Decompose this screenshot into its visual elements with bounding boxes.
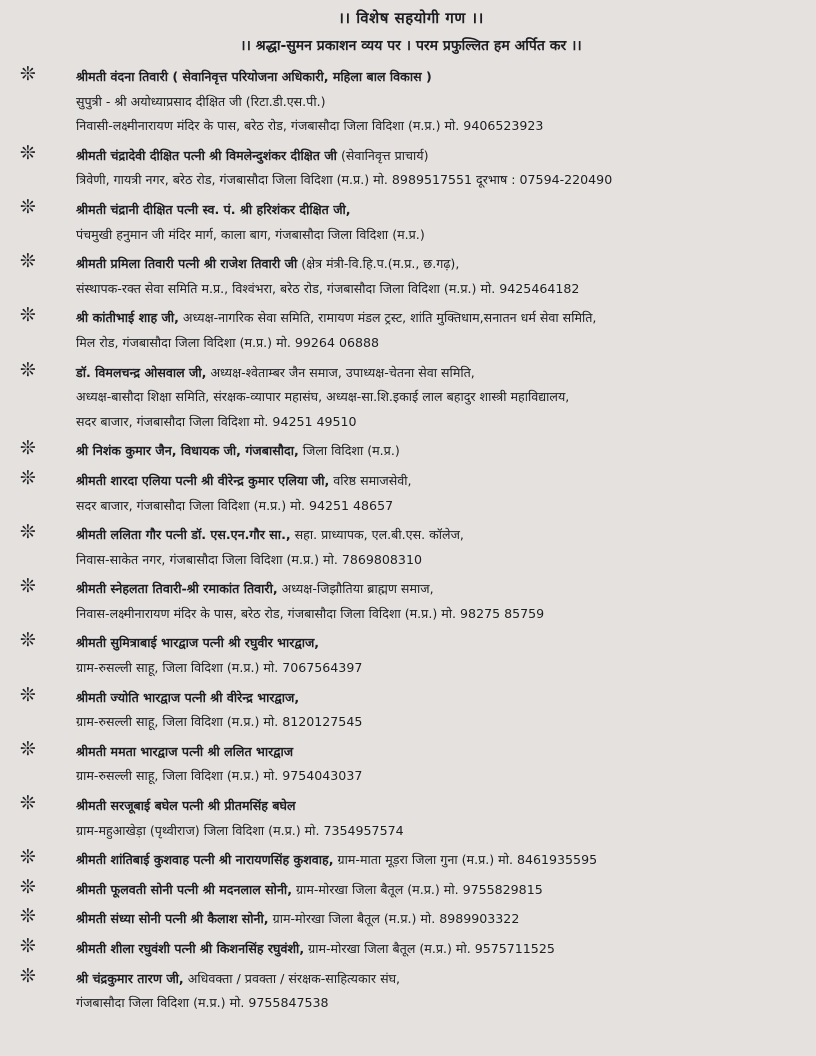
list-item: [20, 631, 802, 680]
contributor-address-line: सदर बाजार, गंजबासौदा जिला विदिशा (म.प्र.) मो. 94251 48657: [76, 497, 394, 513]
flower-bullet-icon: ❊: [20, 683, 36, 706]
entry-first-line: [76, 794, 802, 819]
list-item: [20, 737, 802, 789]
list-item: [20, 306, 802, 355]
contributor-name: श्रीमती स्नेहलता तिवारी-श्री रमाकांत तिवारी,: [76, 581, 278, 597]
contributor-detail: वरिष्ठ समाजसेवी,: [329, 472, 412, 488]
contributor-address-line: ग्राम-रुसल्ली साहू, जिला विदिशा (म.प्र.) मो. 8120127545: [76, 714, 363, 730]
flower-bullet-icon: ❊: [20, 437, 36, 460]
list-item: [20, 907, 802, 932]
list-item: [20, 875, 802, 903]
list-item: [20, 937, 802, 962]
contributor-name: श्रीमती शीला रघुवंशी पत्नी श्री किशनसिंह रघुवंशी,: [76, 941, 305, 956]
contributor-address-line: त्रिवेणी, गायत्री नगर, बरेठ रोड, गंजबासौदा जिला विदिशा (म.प्र.) मो. 8989517551 दूरभाष : 07594-220490: [76, 172, 613, 188]
flower-bullet-icon: ❊: [20, 250, 36, 273]
entry-first-line: [76, 967, 802, 992]
contributor-address-line: पंचमुखी हनुमान जी मंदिर मार्ग, काला बाग, गंजबासौदा जिला विदिशा (म.प्र.): [76, 226, 425, 242]
contributor-name: श्रीमती चंद्रादेवी दीक्षित पत्नी श्री विमलेन्दुशंकर दीक्षित जी: [76, 147, 337, 163]
entry-first-line: [76, 65, 802, 90]
contributor-name: डॉ. विमलचन्द्र ओसवाल जी,: [76, 364, 207, 380]
contributor-detail: अध्यक्ष-जिझौतिया ब्राह्मण समाज,: [277, 581, 434, 597]
flower-bullet-icon: ❊: [20, 575, 36, 598]
contributor-detail: ग्राम-मोरखा जिला बैतूल (म.प्र.) मो. 9575711525: [304, 941, 555, 956]
list-item: [20, 466, 802, 518]
entry-first-line: [76, 686, 802, 711]
flower-bullet-icon: ❊: [20, 792, 36, 815]
contributor-address-line: ग्राम-रुसल्ली साहू, जिला विदिशा (म.प्र.) मो. 9754043037: [76, 768, 363, 784]
contributor-address-line: निवास-लक्ष्मीनारायण मंदिर के पास, बरेठ रोड, गंजबासौदा जिला विदिशा (म.प्र.) मो. 98275 85759: [76, 605, 545, 621]
contributor-name: श्रीमती चंद्रानी दीक्षित पत्नी स्व. पं. श्री हरिशंकर दीक्षित जी,: [76, 201, 351, 217]
contributor-detail: सहा. प्राध्यापक, एल.बी.एस. कॉलेज,: [290, 527, 464, 543]
flower-bullet-icon: ❊: [20, 466, 36, 489]
entry-first-line: [76, 878, 802, 903]
entry-first-line: [76, 439, 802, 464]
contributor-name: श्रीमती ममता भारद्वाज पत्नी श्री ललित भारद्वाज: [76, 743, 294, 759]
flower-bullet-icon: ❊: [20, 195, 36, 218]
flower-bullet-icon: ❊: [20, 875, 36, 898]
list-item: [20, 523, 802, 572]
contributor-name: श्रीमती सरजूबाई बघेल पत्नी श्री प्रीतमसिंह बघेल: [76, 798, 296, 814]
entry-first-line: [76, 523, 802, 548]
entry-first-line: [76, 740, 802, 765]
contributor-address-line: मिल रोड, गंजबासौदा जिला विदिशा (म.प्र.) मो. 99264 06888: [76, 334, 380, 350]
entry-first-line: [76, 198, 802, 223]
page-heading: ।। विशेष सहयोगी गण ।।: [338, 9, 484, 27]
contributor-detail: ग्राम-माता मूड़रा जिला गुना (म.प्र.) मो. 8461935595: [333, 852, 598, 868]
contributor-name: श्री कांतीभाई शाह जी,: [76, 310, 179, 326]
contributor-detail: (सेवानिवृत्त प्राचार्य): [336, 147, 429, 163]
contributor-detail: ग्राम-मोरखा जिला बैतूल (म.प्र.) मो. 8989903322: [268, 911, 520, 927]
flower-bullet-icon: ❊: [20, 141, 36, 164]
contributor-address-line: सुपुत्री - श्री अयोध्याप्रसाद दीक्षित जी (रिटा.डी.एस.पी.): [76, 93, 326, 109]
list-item: [20, 794, 802, 843]
entry-first-line: [76, 306, 802, 331]
contributor-detail: (क्षेत्र मंत्री-वि.हि.प.(म.प्र., छ.गढ़),: [297, 256, 460, 272]
contributor-list: [20, 65, 802, 1016]
flower-bullet-icon: ❊: [20, 63, 36, 85]
list-item: [20, 358, 802, 435]
flower-bullet-icon: ❊: [20, 935, 36, 957]
contributor-detail: अध्यक्ष-श्वेताम्बर जैन समाज, उपाध्यक्ष-चेतना सेवा समिति,: [206, 364, 475, 380]
entry-first-line: [76, 577, 802, 602]
entry-first-line: [76, 144, 802, 169]
flower-bullet-icon: ❊: [20, 629, 36, 652]
contributor-detail: अधिवक्ता / प्रवक्ता / संरक्षक-साहित्यकार संघ,: [183, 970, 401, 986]
list-item: [20, 683, 802, 735]
list-item: [20, 848, 802, 873]
contributor-address-line: ग्राम-रुसल्ली साहू, जिला विदिशा (म.प्र.) मो. 7067564397: [76, 660, 363, 676]
entry-first-line: [76, 469, 802, 494]
contributor-address-line: अध्यक्ष-बासौदा शिक्षा समिति, संरक्षक-व्यापार महासंघ, अध्यक्ष-सा.शि.इकाई लाल बहादुर शास्त्री महाविद्यालय,: [76, 389, 570, 405]
entry-first-line: [76, 252, 802, 277]
list-item: [20, 141, 802, 193]
entry-first-line: [76, 937, 802, 962]
contributor-address-line: सदर बाजार, गंजबासौदा जिला विदिशा मो. 94251 49510: [76, 413, 357, 429]
contributor-name: श्री चंद्रकुमार तारण जी,: [76, 970, 184, 986]
contributor-name: श्रीमती सुमित्राबाई भारद्वाज पत्नी श्री रघुवीर भारद्वाज,: [76, 635, 320, 651]
contributor-name: श्रीमती शांतिबाई कुशवाह पत्नी श्री नारायणसिंह कुशवाह,: [76, 852, 334, 868]
contributor-address-line: निवास-साकेत नगर, गंजबासौदा जिला विदिशा (म.प्र.) मो. 7869808310: [76, 551, 422, 567]
list-item: [20, 252, 802, 301]
flower-bullet-icon: ❊: [20, 846, 36, 869]
list-item: [20, 964, 802, 1016]
contributor-name: श्रीमती वंदना तिवारी ( सेवानिवृत्त परियोजना अधिकारी, महिला बाल विकास ): [76, 69, 432, 84]
contributor-address-line: ग्राम-महुआखेड़ा (पृथ्वीराज) जिला विदिशा (म.प्र.) मो. 7354957574: [76, 822, 404, 838]
flower-bullet-icon: ❊: [20, 304, 36, 327]
list-item: [20, 195, 802, 247]
contributor-address-line: निवासी-लक्ष्मीनारायण मंदिर के पास, बरेठ रोड, गंजबासौदा जिला विदिशा (म.प्र.) मो. 9406523923: [76, 118, 544, 134]
entry-first-line: [76, 631, 802, 656]
list-item: [20, 439, 802, 464]
page-subheading: ।। श्रद्धा-सुमन प्रकाशन व्यय पर । परम प्रफुल्लित हम अर्पित कर ।।: [240, 38, 582, 54]
contributor-detail: ग्राम-मोरखा जिला बैतूल (म.प्र.) मो. 9755829815: [291, 881, 543, 897]
contributor-address-line: संस्थापक-रक्त सेवा समिति म.प्र., विश्वंभरा, बरेठ रोड, गंजबासौदा जिला विदिशा (म.प्र.) मो. 9425464182: [76, 280, 580, 296]
flower-bullet-icon: ❊: [20, 737, 36, 760]
contributor-name: श्री निशंक कुमार जैन, विधायक जी, गंजबासौदा,: [76, 443, 299, 459]
contributor-name: श्रीमती ललिता गौर पत्नी डॉ. एस.एन.गौर सा.,: [76, 527, 291, 543]
entry-first-line: [76, 907, 802, 932]
contributor-detail: अध्यक्ष-नागरिक सेवा समिति, रामायण मंडल ट्रस्ट, शांति मुक्तिधाम,सनातन धर्म सेवा समिति,: [178, 310, 597, 326]
contributor-name: श्रीमती प्रमिला तिवारी पत्नी श्री राजेश तिवारी जी: [76, 256, 298, 272]
contributor-detail: जिला विदिशा (म.प्र.): [298, 443, 400, 459]
contributor-name: श्रीमती फूलवती सोनी पत्नी श्री मदनलाल सोनी,: [76, 881, 292, 897]
contributor-name: श्रीमती शारदा एलिया पत्नी श्री वीरेन्द्र कुमार एलिया जी,: [76, 472, 330, 488]
contributor-address-line: गंजबासौदा जिला विदिशा (म.प्र.) मो. 9755847538: [76, 995, 329, 1011]
entry-first-line: [76, 361, 802, 386]
flower-bullet-icon: ❊: [20, 358, 36, 381]
list-item: [20, 577, 802, 626]
flower-bullet-icon: ❊: [20, 964, 36, 987]
list-item: [20, 65, 802, 139]
contributor-name: श्रीमती ज्योति भारद्वाज पत्नी श्री वीरेन्द्र भारद्वाज,: [76, 689, 300, 705]
flower-bullet-icon: ❊: [20, 905, 36, 928]
contributor-name: श्रीमती संध्या सोनी पत्नी श्री कैलाश सोनी,: [76, 911, 269, 927]
entry-first-line: [76, 848, 802, 873]
flower-bullet-icon: ❊: [20, 521, 36, 544]
